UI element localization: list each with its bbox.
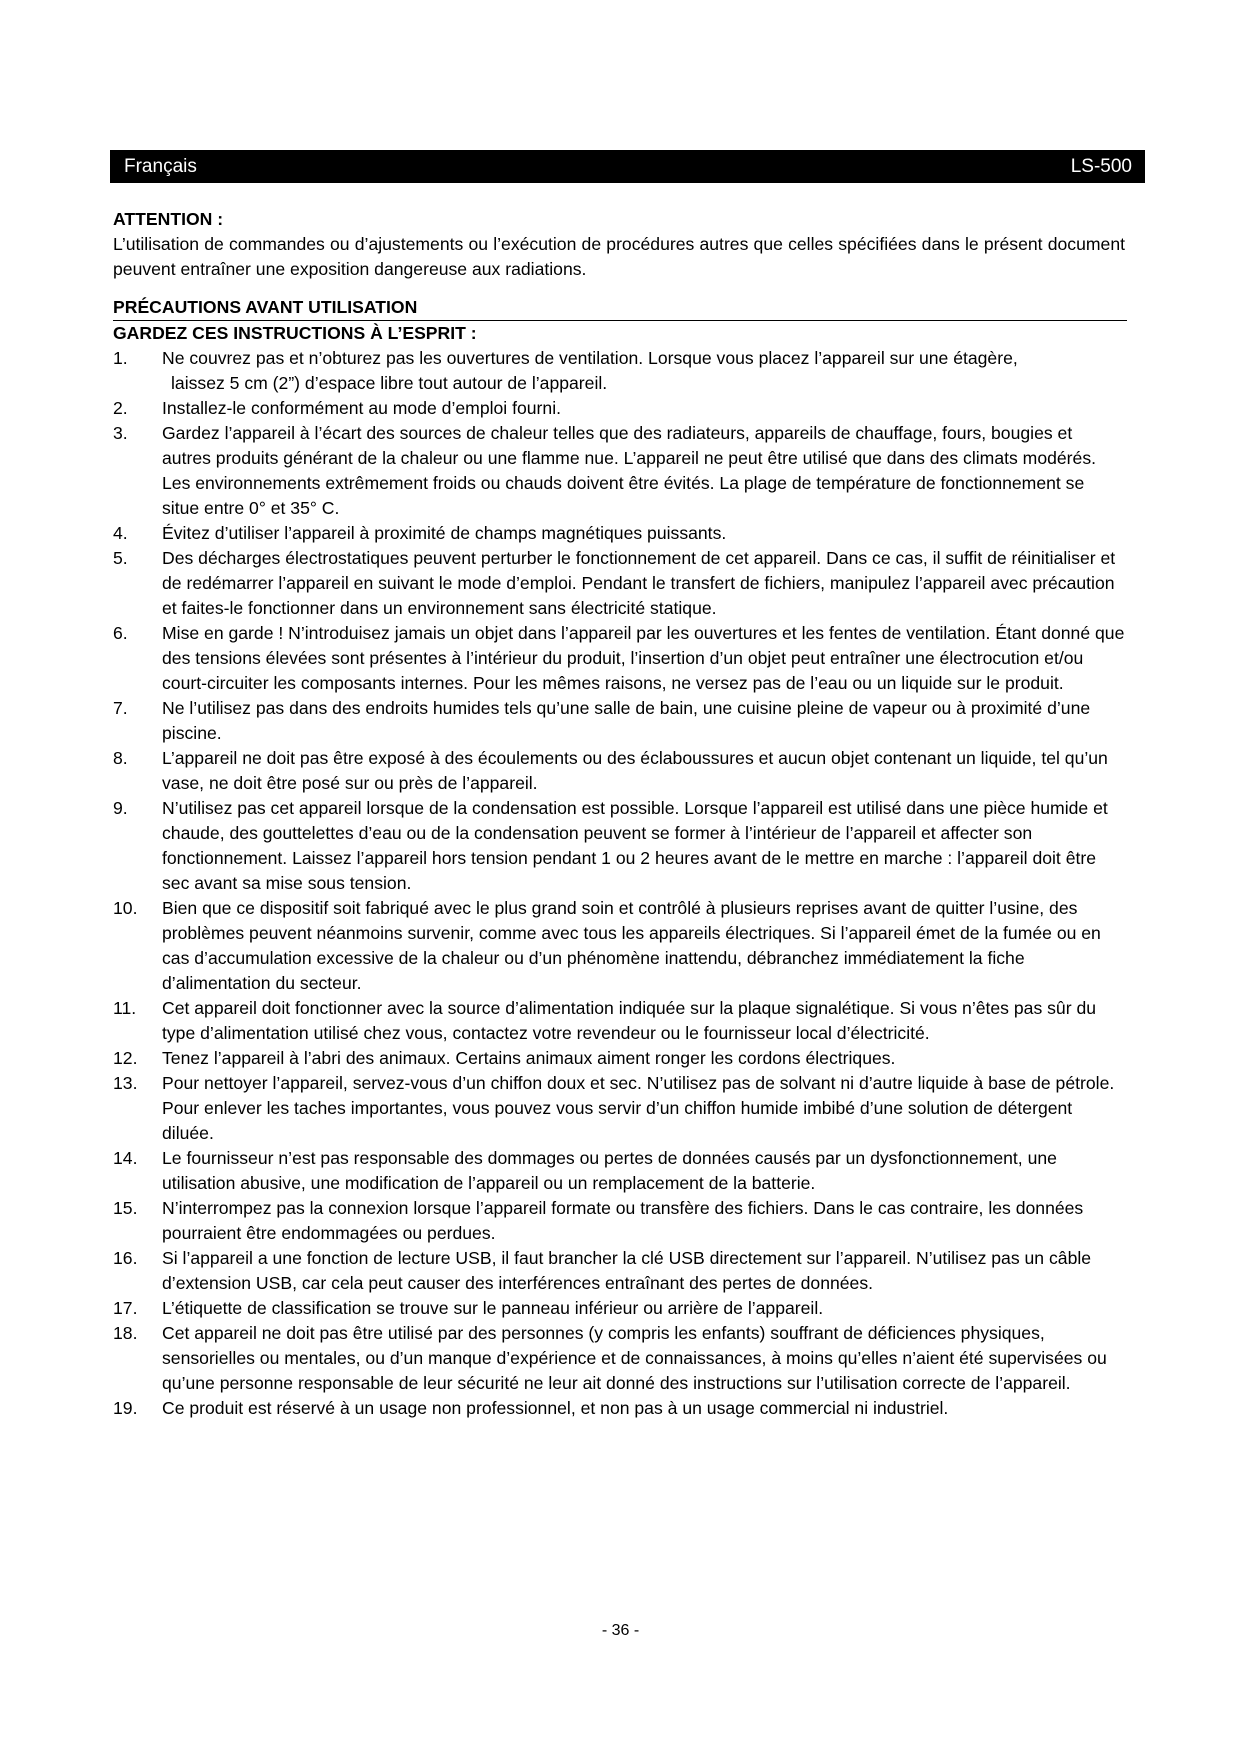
precautions-subtitle: GARDEZ CES INSTRUCTIONS À L’ESPRIT :	[113, 323, 477, 343]
list-item-number: 4.	[113, 523, 128, 543]
list-item-number: 3.	[113, 423, 128, 443]
list-item-number: 14.	[113, 1148, 138, 1168]
list-item	[113, 546, 1125, 621]
list-item-text: L’appareil ne doit pas être exposé à des écoulements ou des éclaboussures et aucun objet contenant un liquide, tel qu’un vase, ne doit être posé sur ou près de l’appareil.	[162, 748, 1108, 793]
list-item-number: 18.	[113, 1323, 138, 1343]
header-language: Français	[124, 155, 197, 177]
list-item-text: Cet appareil ne doit pas être utilisé par des personnes (y compris les enfants) souffrant de déficiences physiques, sensorielles ou mentales, ou d’un manque d’expérience et de connaissances, à moins qu’elles n’aient été supervisées ou qu’une personne responsable de leur sécurité ne leur ait donné des instructions sur l’utilisation correcte de l’appareil.	[162, 1323, 1107, 1393]
list-item	[113, 1046, 1125, 1071]
list-item-number: 6.	[113, 623, 128, 643]
list-item-number: 13.	[113, 1073, 138, 1093]
list-item-number: 15.	[113, 1198, 138, 1218]
list-item-text: Des décharges électrostatiques peuvent perturber le fonctionnement de cet appareil. Dans ce cas, il suffit de réinitialiser et de redémarrer l’appareil en suivant le mode d’emploi. Pendant le transfert de fichiers, manipulez l’appareil avec précaution et faites-le fonctionner dans un environnement sans électricité statique.	[162, 548, 1116, 618]
list-item-text: N’interrompez pas la connexion lorsque l’appareil formate ou transfère des fichiers. Dans le cas contraire, les données pourraient être endommagées ou perdues.	[162, 1198, 1084, 1243]
list-item-text: Si l’appareil a une fonction de lecture USB, il faut brancher la clé USB directement sur l’appareil. N’utilisez pas un câble d’extension USB, car cela peut causer des interférences entraînant des pertes de données.	[162, 1248, 1092, 1293]
list-item-number: 1.	[113, 348, 128, 368]
list-item	[113, 421, 1125, 521]
list-item-text: Tenez l’appareil à l’abri des animaux. Certains animaux aiment ronger les cordons électriques.	[162, 1048, 896, 1068]
list-item	[113, 996, 1125, 1046]
list-item	[113, 696, 1125, 746]
precautions-title: PRÉCAUTIONS AVANT UTILISATION	[113, 297, 418, 317]
list-item	[113, 521, 1125, 546]
attention-text: L’utilisation de commandes ou d’ajustements ou l’exécution de procédures autres que celles spécifiées dans le présent document peuvent entraîner une exposition dangereuse aux radiations.	[113, 234, 1125, 279]
list-item-number: 17.	[113, 1298, 138, 1318]
list-item-text-line: Ne couvrez pas et n’obturez pas les ouvertures de ventilation. Lorsque vous placez l’appareil sur une étagère,	[162, 348, 1018, 368]
list-item-text: Pour nettoyer l’appareil, servez-vous d’un chiffon doux et sec. N’utilisez pas de solvant ni d’autre liquide à base de pétrole. Pour enlever les taches importantes, vous pouvez vous servir d’un chiffon humide imbibé d’une solution de détergent diluée.	[162, 1073, 1115, 1143]
list-item-text: Cet appareil doit fonctionner avec la source d’alimentation indiquée sur la plaque signalétique. Si vous n’êtes pas sûr du type d’alimentation utilisé chez vous, contactez votre revendeur ou le fournisseur local d’électricité.	[162, 998, 1097, 1043]
list-item-number: 5.	[113, 548, 128, 568]
list-item-text-line: laissez 5 cm (2”) d’espace libre tout autour de l’appareil.	[171, 373, 608, 393]
list-item-number: 2.	[113, 398, 128, 418]
list-item-number: 16.	[113, 1248, 138, 1268]
list-item	[113, 1071, 1125, 1146]
list-item-text: Installez-le conformément au mode d’emploi fourni.	[162, 398, 561, 418]
list-item	[113, 346, 1125, 396]
list-item	[113, 1246, 1125, 1296]
list-item-text: Mise en garde ! N’introduisez jamais un objet dans l’appareil par les ouvertures et les fentes de ventilation. Étant donné que des tensions élevées sont présentes à l’intérieur du produit, l’insertion d’un objet peut entraîner une électrocution et/ou court-circuiter les composants internes. Pour les mêmes raisons, ne versez pas de l’eau ou un liquide sur le produit.	[162, 623, 1125, 693]
precautions-list	[113, 346, 1125, 1421]
list-item-text	[162, 346, 1125, 396]
list-item-number: 9.	[113, 798, 128, 818]
list-item-text: Le fournisseur n’est pas responsable des dommages ou pertes de données causés par un dysfonctionnement, une utilisation abusive, une modification de l’appareil ou un remplacement de la batterie.	[162, 1148, 1057, 1193]
list-item	[113, 1196, 1125, 1246]
list-item-text: Ce produit est réservé à un usage non professionnel, et non pas à un usage commercial ni industriel.	[162, 1398, 949, 1418]
list-item-number: 12.	[113, 1048, 138, 1068]
list-item-number: 10.	[113, 898, 138, 918]
list-item-text: Ne l’utilisez pas dans des endroits humides tels qu’une salle de bain, une cuisine pleine de vapeur ou à proximité d’une piscine.	[162, 698, 1091, 743]
list-item-number: 19.	[113, 1398, 138, 1418]
list-item	[113, 896, 1125, 996]
list-item-text: N’utilisez pas cet appareil lorsque de la condensation est possible. Lorsque l’appareil est utilisé dans une pièce humide et chaude, des gouttelettes d’eau ou de la condensation peuvent se former à l’intérieur de l’appareil et affecter son fonctionnement. Laissez l’appareil hors tension pendant 1 ou 2 heures avant de le mettre en marche : l’appareil doit être sec avant sa mise sous tension.	[162, 798, 1108, 893]
list-item-text: Gardez l’appareil à l’écart des sources de chaleur telles que des radiateurs, appareils de chauffage, fours, bougies et autres produits générant de la chaleur ou une flamme nue. L’appareil ne peut être utilisé que dans des climats modérés. Les environnements extrêmement froids ou chauds doivent être évités. La plage de température de fonctionnement se situe entre 0° et 35° C.	[162, 423, 1097, 518]
list-item	[113, 746, 1125, 796]
list-item-text: L’étiquette de classification se trouve sur le panneau inférieur ou arrière de l’appareil.	[162, 1298, 824, 1318]
list-item	[113, 621, 1125, 696]
list-item-text: Évitez d’utiliser l’appareil à proximité de champs magnétiques puissants.	[162, 523, 727, 543]
list-item-number: 7.	[113, 698, 128, 718]
main-content	[113, 207, 1125, 1421]
list-item-number: 8.	[113, 748, 128, 768]
header-model: LS-500	[1070, 155, 1132, 177]
list-item	[113, 796, 1125, 896]
list-item-text: Bien que ce dispositif soit fabriqué avec le plus grand soin et contrôlé à plusieurs reprises avant de quitter l’usine, des problèmes peuvent néanmoins survenir, comme avec tous les appareils électriques. Si l’appareil émet de la fumée ou en cas d’accumulation excessive de la chaleur ou d’un phénomène inattendu, débranchez immédiatement la fiche d’alimentation du secteur.	[162, 898, 1101, 993]
list-item-number: 11.	[113, 998, 137, 1018]
list-item	[113, 396, 1125, 421]
list-item	[113, 1146, 1125, 1196]
list-item	[113, 1396, 1125, 1421]
list-item	[113, 1296, 1125, 1321]
page-header-bar	[110, 150, 1145, 183]
attention-title: ATTENTION :	[113, 209, 224, 229]
page-number: - 36 -	[601, 1622, 640, 1639]
list-item	[113, 1321, 1125, 1396]
